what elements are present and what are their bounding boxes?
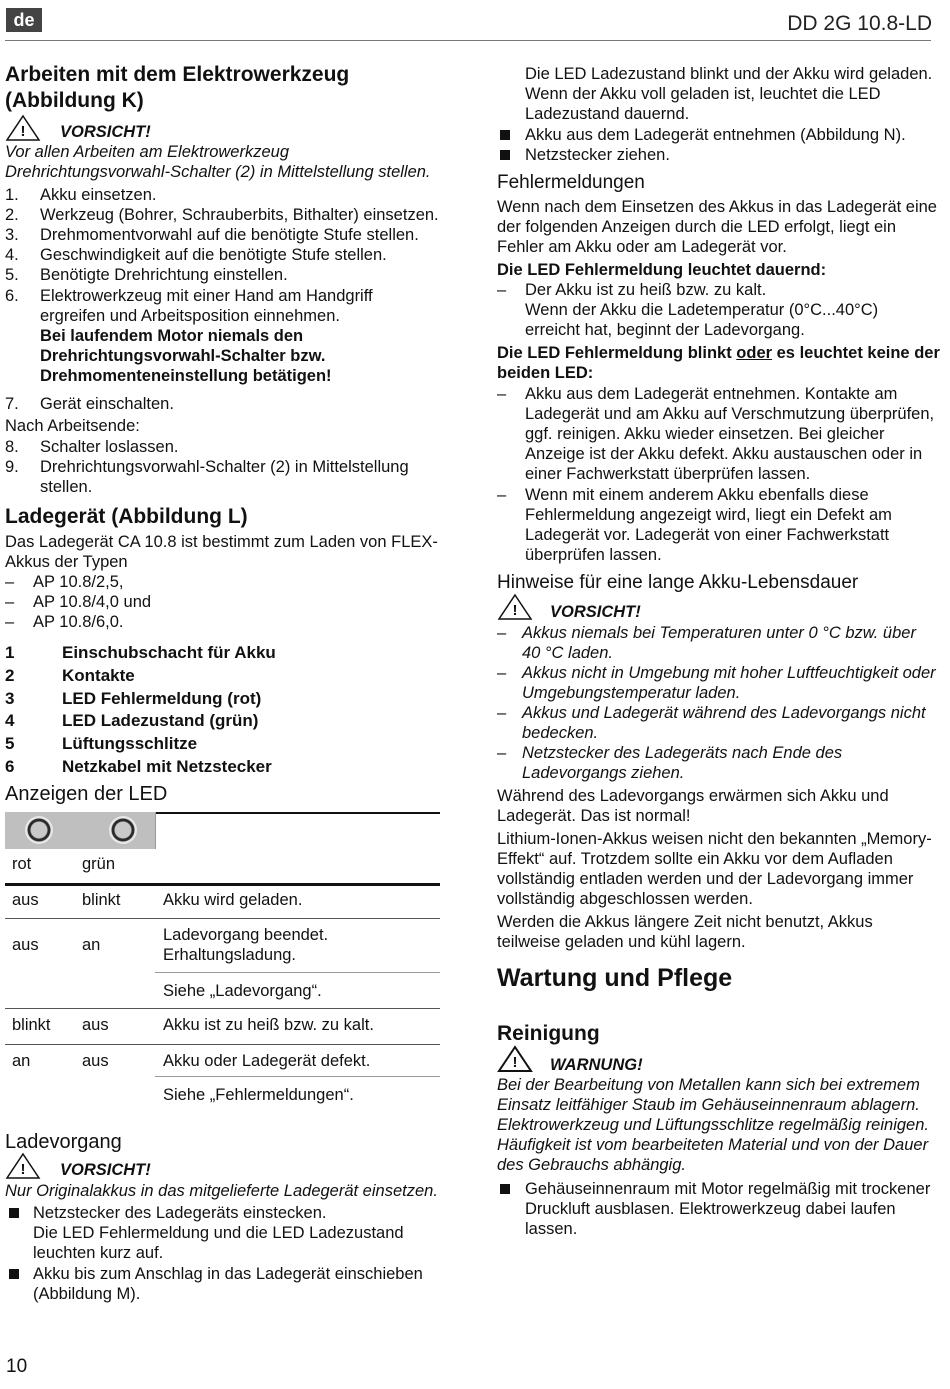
warning-triangle-icon bbox=[497, 1045, 533, 1073]
bold-warning: Drehmomenteneinstellung betätigen! bbox=[40, 367, 332, 385]
paragraph-line: Ladegerät. Das ist normal! bbox=[497, 807, 691, 825]
step-text: Drehrichtungsvorwahl-Schalter (2) in Mittelstellung bbox=[40, 458, 409, 476]
table-divider bbox=[155, 812, 156, 849]
header-divider bbox=[5, 40, 931, 41]
caution-text: Nur Originalakkus in das mitgelieferte Ladegerät einsetzen. bbox=[5, 1182, 438, 1200]
error-heading-part: es leuchtet keine der bbox=[772, 344, 940, 362]
caution-item: 40 °C laden. bbox=[522, 644, 613, 662]
table-cell: Erhaltungsladung. bbox=[163, 946, 297, 964]
paragraph-line: Ladezustand dauernd. bbox=[525, 105, 690, 123]
section-title-work: Arbeiten mit dem Elektrowerkzeug bbox=[5, 63, 350, 86]
dash-text: Ladegerät vor. Ladegerät von einer Fachwerkstatt bbox=[525, 526, 890, 544]
battery-type: AP 10.8/2,5, bbox=[33, 573, 124, 591]
caution-row bbox=[497, 593, 533, 626]
dash: – bbox=[497, 486, 507, 504]
charger-intro: Das Ladegerät CA 10.8 ist bestimmt zum Laden von FLEX- bbox=[5, 533, 438, 551]
caution-label: VORSICHT! bbox=[550, 603, 641, 621]
dash-text: Anzeige ist der Akku defekt. Akku austauschen oder in bbox=[525, 445, 923, 463]
dash: – bbox=[497, 385, 507, 403]
bullet-text: leuchten kurz auf. bbox=[33, 1244, 164, 1262]
part-label: LED Ladezustand (grün) bbox=[62, 711, 259, 730]
dash-text: Ladegerät und am Akku auf Verschmutzung überprüfen, bbox=[525, 405, 935, 423]
svg-text:!: ! bbox=[20, 123, 26, 140]
part-number: 3 bbox=[5, 689, 15, 708]
table-rule bbox=[155, 972, 440, 973]
bullet-text: Druckluft ausblasen. Elektrowerkzeug dabei laufen bbox=[525, 1200, 896, 1218]
table-cell: Akku oder Ladegerät defekt. bbox=[163, 1052, 371, 1070]
paragraph-line: vollständig entladen werden und der Ladevorgang immer bbox=[497, 870, 914, 888]
table-cell: Ladevorgang beendet. bbox=[163, 926, 329, 944]
bullet-square-icon bbox=[500, 150, 510, 160]
paragraph-line: Lithium-Ionen-Akkus weisen nicht den bekannten „Memory- bbox=[497, 830, 932, 848]
svg-text:!: ! bbox=[20, 1161, 26, 1178]
section-title-work-figure: (Abbildung K) bbox=[5, 89, 144, 112]
step-number: 6. bbox=[5, 287, 19, 305]
bullet-text: Netzstecker des Ladegeräts einstecken. bbox=[33, 1204, 327, 1222]
caution-item: Netzstecker des Ladegeräts nach Ende des bbox=[522, 744, 843, 762]
step-text: Drehmomentvorwahl auf die benötigte Stufe stellen. bbox=[40, 226, 419, 244]
warning-text: des Gebrauchs abhängig. bbox=[497, 1156, 686, 1174]
step-text: Geschwindigkeit auf die benötigte Stufe stellen. bbox=[40, 246, 387, 264]
svg-text:!: ! bbox=[512, 602, 518, 619]
section-title-battery-life: Hinweise für eine lange Akku-Lebensdauer bbox=[497, 572, 859, 593]
step-number: 3. bbox=[5, 226, 19, 244]
bullet-text: Die LED Fehlermeldung und die LED Ladezustand bbox=[33, 1224, 404, 1242]
table-header-red: rot bbox=[12, 855, 32, 873]
part-number: 2 bbox=[5, 666, 15, 685]
dash-text: Wenn mit einem anderem Akku ebenfalls diese bbox=[525, 486, 869, 504]
caution-text-2: Drehrichtungsvorwahl-Schalter (2) in Mittelstellung stellen. bbox=[5, 163, 431, 181]
table-cell: blinkt bbox=[12, 1016, 51, 1034]
dash-text: überprüfen lassen. bbox=[525, 546, 662, 564]
paragraph-line: Während des Ladevorgangs erwärmen sich Akku und bbox=[497, 787, 889, 805]
dash: – bbox=[497, 664, 507, 682]
bullet-square-icon bbox=[500, 130, 510, 140]
part-number: 6 bbox=[5, 757, 15, 776]
bullet-text: lassen. bbox=[525, 1220, 578, 1238]
warning-text: Elektrowerkzeug und Lüftungsschlitze regelmäßig reinigen. bbox=[497, 1116, 929, 1134]
step-text: Benötigte Drehrichtung einstellen. bbox=[40, 266, 288, 284]
battery-type: AP 10.8/6,0. bbox=[33, 613, 124, 631]
dash: – bbox=[497, 624, 507, 642]
table-cell: Akku wird geladen. bbox=[163, 891, 303, 909]
step-number: 2. bbox=[5, 206, 19, 224]
warning-text: Bei der Bearbeitung von Metallen kann sich bei extremem bbox=[497, 1076, 920, 1094]
led-red-icon bbox=[25, 816, 53, 844]
bullet-text: Gehäuseinnenraum mit Motor regelmäßig mit trockener bbox=[525, 1180, 931, 1198]
section-title-charging: Ladevorgang bbox=[5, 1131, 122, 1153]
dash-text: Fehlermeldung angezeigt wird, liegt ein Defekt am bbox=[525, 506, 892, 524]
step-number: 7. bbox=[5, 395, 19, 413]
step-text: Werkzeug (Bohrer, Schrauberbits, Bithalter) einsetzen. bbox=[40, 206, 439, 224]
step-text: Elektrowerkzeug mit einer Hand am Handgriff bbox=[40, 287, 373, 305]
table-rule bbox=[5, 883, 440, 886]
caution-text-1: Vor allen Arbeiten am Elektrowerkzeug bbox=[5, 143, 289, 161]
dash: – bbox=[497, 281, 507, 299]
step-text: Schalter loslassen. bbox=[40, 438, 179, 456]
paragraph-line: Werden die Akkus längere Zeit nicht benutzt, Akkus bbox=[497, 913, 873, 931]
section-title-cleaning: Reinigung bbox=[497, 1022, 600, 1045]
table-cell: Siehe „Fehlermeldungen“. bbox=[163, 1086, 354, 1104]
step-text: Akku einsetzen. bbox=[40, 186, 157, 204]
part-label: Einschubschacht für Akku bbox=[62, 643, 276, 662]
paragraph-line: teilweise geladen und kühl lagern. bbox=[497, 933, 746, 951]
table-cell: aus bbox=[82, 1052, 109, 1070]
bullet-text: Akku bis zum Anschlag in das Ladegerät einschieben bbox=[33, 1265, 423, 1283]
table-cell: blinkt bbox=[82, 891, 121, 909]
error-heading: beiden LED: bbox=[497, 364, 594, 382]
paragraph-line: Wenn nach dem Einsetzen des Akkus in das Ladegerät eine bbox=[497, 198, 937, 216]
dash: – bbox=[497, 704, 507, 722]
section-title-errors: Fehlermeldungen bbox=[497, 172, 645, 193]
dash: – bbox=[497, 744, 507, 762]
caution-item: Umgebungstemperatur laden. bbox=[522, 684, 741, 702]
paragraph-line: vollständig abgeschlossen werden. bbox=[497, 890, 753, 908]
error-heading: Die LED Fehlermeldung leuchtet dauernd: bbox=[497, 261, 827, 279]
table-cell: Siehe „Ladevorgang“. bbox=[163, 982, 322, 1000]
table-cell: an bbox=[82, 936, 101, 954]
bullet-text: Akku aus dem Ladegerät entnehmen (Abbildung N). bbox=[525, 126, 906, 144]
part-label: Lüftungsschlitze bbox=[62, 734, 198, 753]
dash: – bbox=[5, 573, 15, 591]
dash-text: Akku aus dem Ladegerät entnehmen. Kontakte am bbox=[525, 385, 898, 403]
warning-triangle-icon bbox=[5, 1152, 41, 1180]
warning-triangle-icon bbox=[497, 593, 533, 621]
part-number: 4 bbox=[5, 711, 15, 730]
bullet-text: (Abbildung M). bbox=[33, 1285, 141, 1303]
battery-type: AP 10.8/4,0 und bbox=[33, 593, 152, 611]
paragraph-line: der folgenden Anzeigen durch die LED erfolgt, liegt ein bbox=[497, 218, 897, 236]
caution-item: Ladevorgangs ziehen. bbox=[522, 764, 685, 782]
svg-text:!: ! bbox=[512, 1054, 518, 1071]
paragraph-line: Fehler am Akku oder am Ladegerät vor. bbox=[497, 238, 787, 256]
error-heading bbox=[497, 343, 940, 363]
part-number: 5 bbox=[5, 734, 15, 753]
step-text: ergreifen und Arbeitsposition einnehmen. bbox=[40, 307, 340, 325]
table-cell: an bbox=[12, 1052, 31, 1070]
caution-item: Akkus niemals bei Temperaturen unter 0 °C bzw. über bbox=[522, 624, 916, 642]
part-label: Kontakte bbox=[62, 666, 135, 685]
bold-warning: Drehrichtungsvorwahl-Schalter bzw. bbox=[40, 347, 326, 365]
page-number: 10 bbox=[6, 1356, 28, 1377]
warning-text: Einsatz leitfähiger Staub im Gehäuseinnenraum ablagern. bbox=[497, 1096, 920, 1114]
error-heading-underlined: oder bbox=[736, 344, 773, 362]
paragraph-line: Die LED Ladezustand blinkt und der Akku wird geladen. bbox=[525, 65, 933, 83]
bullet-text: Netzstecker ziehen. bbox=[525, 146, 670, 164]
table-cell: Akku ist zu heiß bzw. zu kalt. bbox=[163, 1016, 374, 1034]
step-text: Gerät einschalten. bbox=[40, 395, 174, 413]
bold-warning: Bei laufendem Motor niemals den bbox=[40, 327, 304, 345]
caution-label: VORSICHT! bbox=[60, 1161, 151, 1179]
led-illustration bbox=[5, 812, 155, 849]
step-number: 5. bbox=[5, 266, 19, 284]
step-number: 9. bbox=[5, 458, 19, 476]
warning-triangle-icon bbox=[5, 114, 41, 142]
section-title-led: Anzeigen der LED bbox=[5, 783, 168, 805]
warning-row bbox=[497, 1045, 533, 1078]
table-rule bbox=[5, 918, 440, 919]
warning-label: WARNUNG! bbox=[550, 1056, 643, 1074]
document-id: DD 2G 10.8-LD bbox=[787, 12, 932, 35]
led-green-icon bbox=[109, 816, 137, 844]
caution-item: Akkus und Ladegerät während des Ladevorgangs nicht bbox=[522, 704, 926, 722]
dash-text: ggf. reinigen. Akku wieder einsetzen. Bei gleicher bbox=[525, 425, 885, 443]
step-number: 8. bbox=[5, 438, 19, 456]
table-rule bbox=[5, 1044, 440, 1045]
part-label: Netzkabel mit Netzstecker bbox=[62, 757, 272, 776]
table-cell: aus bbox=[82, 1016, 109, 1034]
table-cell: aus bbox=[12, 936, 39, 954]
table-rule bbox=[5, 1008, 440, 1009]
table-cell: aus bbox=[12, 891, 39, 909]
dash-text: erreicht hat, beginnt der Ladevorgang. bbox=[525, 321, 805, 339]
warning-text: Häufigkeit ist vom bearbeiteten Material und von der Dauer bbox=[497, 1136, 929, 1154]
section-title-maintenance: Wartung und Pflege bbox=[497, 964, 733, 992]
caution-item: Akkus nicht in Umgebung mit hoher Luftfeuchtigkeit oder bbox=[522, 664, 936, 682]
dash-text: einer Fachwerkstatt überprüfen lassen. bbox=[525, 465, 811, 483]
caution-item: bedecken. bbox=[522, 724, 599, 742]
caution-label: VORSICHT! bbox=[60, 123, 151, 141]
step-text: stellen. bbox=[40, 478, 93, 496]
section-title-charger: Ladegerät (Abbildung L) bbox=[5, 505, 248, 528]
table-rule bbox=[155, 1076, 440, 1077]
error-heading-part: Die LED Fehlermeldung blinkt bbox=[497, 344, 737, 362]
bullet-square-icon bbox=[9, 1208, 19, 1218]
paragraph-line: Effekt“ auf. Trotzdem sollte ein Akku vor dem Aufladen bbox=[497, 850, 893, 868]
dash-text: Der Akku ist zu heiß bzw. zu kalt. bbox=[525, 281, 767, 299]
step-number: 1. bbox=[5, 186, 19, 204]
dash-text: Wenn der Akku die Ladetemperatur (0°C...40°C) bbox=[525, 301, 879, 319]
part-label: LED Fehlermeldung (rot) bbox=[62, 689, 262, 708]
dash: – bbox=[5, 593, 15, 611]
bullet-square-icon bbox=[9, 1269, 19, 1279]
charger-intro: Akkus der Typen bbox=[5, 553, 128, 571]
dash: – bbox=[5, 613, 15, 631]
paragraph-line: Wenn der Akku voll geladen ist, leuchtet die LED bbox=[525, 85, 881, 103]
table-header-green: grün bbox=[82, 855, 116, 873]
after-work-label: Nach Arbeitsende: bbox=[5, 417, 140, 435]
language-badge: de bbox=[6, 8, 42, 32]
bullet-square-icon bbox=[500, 1184, 510, 1194]
part-number: 1 bbox=[5, 643, 15, 662]
step-number: 4. bbox=[5, 246, 19, 264]
